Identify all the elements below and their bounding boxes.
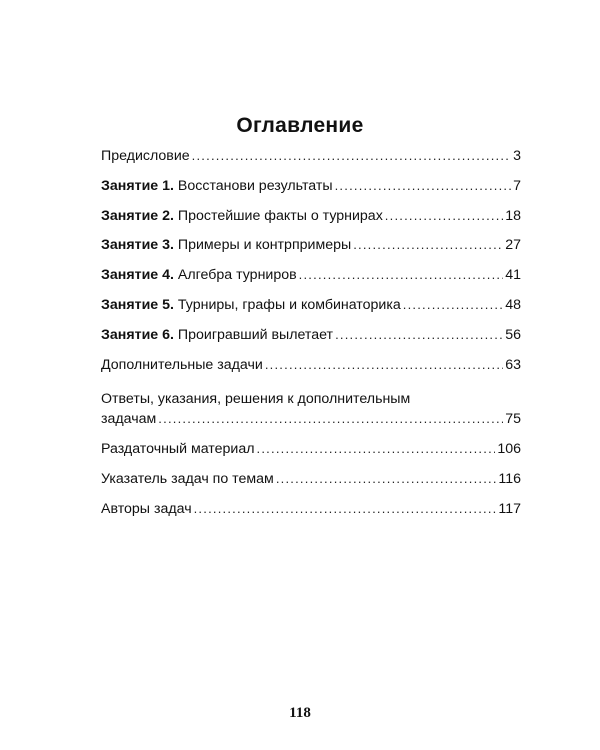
toc-entry-page: 75 xyxy=(505,411,521,428)
toc-entry-extra-problems xyxy=(101,355,521,385)
toc-entry-topic-index xyxy=(101,469,521,499)
dot-leader xyxy=(158,409,503,429)
toc-entry-label: Дополнительные задачи xyxy=(101,356,263,373)
toc-entry-page: 117 xyxy=(498,500,521,517)
toc-entry-page: 18 xyxy=(505,207,521,224)
toc-entry-label: Занятие 2. Простейшие факты о турнирах xyxy=(101,207,383,224)
toc-entry-label: Занятие 5. Турниры, графы и комбинаторика xyxy=(101,296,401,313)
dot-leader xyxy=(276,469,497,489)
toc-entry-label: Авторы задач xyxy=(101,500,192,517)
toc-entry-page: 48 xyxy=(505,296,521,313)
toc-entry-label-line2: задачам xyxy=(101,411,157,428)
dot-leader xyxy=(385,206,503,226)
toc-entry-lesson-5 xyxy=(101,295,521,325)
toc-entry-page: 41 xyxy=(505,267,521,284)
toc-entry-label: Занятие 6. Проигравший вылетает xyxy=(101,326,334,343)
dot-leader xyxy=(335,176,512,196)
toc-entry-handouts xyxy=(101,439,521,469)
toc-entry-label: Занятие 1. Восстанови результаты xyxy=(101,177,333,194)
table-of-contents xyxy=(101,146,521,529)
toc-entry-label: Предисловие xyxy=(101,148,190,164)
toc-entry-label: Раздаточный материал xyxy=(101,441,255,458)
dot-leader xyxy=(265,355,503,375)
toc-entry-label: Занятие 3. Примеры и контрпримеры xyxy=(101,237,352,254)
toc-entry-label-line1: Ответы, указания, решения к дополнительным xyxy=(101,391,411,408)
toc-entry-page: 106 xyxy=(497,441,521,458)
toc-entry-lesson-2 xyxy=(101,206,521,236)
page-title: Оглавление xyxy=(236,114,364,137)
toc-entry-label: Занятие 4. Алгебра турниров xyxy=(101,267,297,284)
dot-leader xyxy=(194,499,497,519)
toc-entry-label: Указатель задач по темам xyxy=(101,471,274,488)
toc-entry-lesson-1 xyxy=(101,176,521,206)
toc-entry-lesson-3 xyxy=(101,235,521,265)
dot-leader xyxy=(335,325,503,345)
dot-leader xyxy=(403,295,503,315)
toc-entry-page: 27 xyxy=(505,237,521,254)
toc-entry-page: 7 xyxy=(513,177,521,194)
toc-entry-answers xyxy=(101,389,521,439)
toc-entry-authors xyxy=(101,499,521,529)
toc-entry-page: 56 xyxy=(505,326,521,343)
dot-leader xyxy=(192,146,511,166)
toc-entry-preface xyxy=(101,146,521,176)
toc-entry-page: 116 xyxy=(498,471,521,488)
toc-entry-page: 63 xyxy=(505,356,521,373)
toc-entry-lesson-4 xyxy=(101,265,521,295)
dot-leader xyxy=(353,235,503,255)
dot-leader xyxy=(299,265,504,285)
dot-leader xyxy=(257,439,496,459)
page-number: 118 xyxy=(289,705,311,721)
toc-entry-lesson-6 xyxy=(101,325,521,355)
toc-entry-page: 3 xyxy=(513,148,521,164)
